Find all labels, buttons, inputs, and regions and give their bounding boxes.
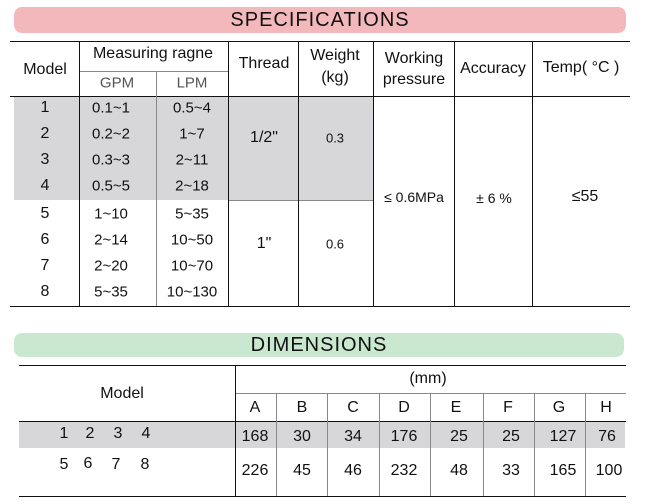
spec-header-model: Model <box>23 60 67 78</box>
spec-lpm-8: 10~130 <box>166 283 218 301</box>
spec-lpm-3: 2~11 <box>175 151 209 169</box>
spec-thread-group1: 1/2" <box>250 128 278 146</box>
dim-row2-h: 100 <box>595 461 623 479</box>
dim-row1-model-3: 3 <box>113 424 123 442</box>
dim-col-line-h <box>585 393 586 496</box>
spec-col-line-3 <box>228 41 229 306</box>
specifications-title: SPECIFICATIONS <box>230 8 410 31</box>
dim-row1-g: 127 <box>549 427 577 445</box>
spec-gpm-2: 0.2~2 <box>92 125 130 143</box>
spec-model-3: 3 <box>40 150 50 168</box>
dim-row1-h: 76 <box>598 427 616 445</box>
spec-header-lpm: LPM <box>176 74 208 92</box>
dim-row1-c: 34 <box>344 427 362 445</box>
dim-col-line-b <box>276 393 277 496</box>
spec-lpm-2: 1~7 <box>179 125 205 143</box>
spec-col-line-6 <box>454 41 455 306</box>
spec-header-gpm: GPM <box>99 74 135 92</box>
spec-col-line-2 <box>156 71 157 306</box>
dim-row1-f: 25 <box>502 427 520 445</box>
dim-row2-f: 33 <box>502 461 520 479</box>
spec-header-thread: Thread <box>238 54 290 72</box>
dimensions-banner <box>14 333 624 357</box>
spec-header-weight: Weight <box>310 46 360 64</box>
dim-col-line-c <box>327 393 328 496</box>
dim-col-e: E <box>450 398 462 416</box>
spec-model-4: 4 <box>40 176 50 194</box>
dim-row1-model-4: 4 <box>141 424 151 442</box>
spec-model-7: 7 <box>40 256 50 274</box>
dim-col-g: G <box>552 398 566 416</box>
spec-model-5: 5 <box>40 204 50 222</box>
dimensions-title: DIMENSIONS <box>250 333 388 356</box>
spec-lpm-1: 0.5~4 <box>173 99 211 117</box>
spec-pressure-value: ≤ 0.6MPa <box>384 188 444 205</box>
spec-col-line-4 <box>298 41 299 306</box>
dim-row1-model-1: 1 <box>59 424 69 442</box>
dim-header-unit: (mm) <box>409 369 447 387</box>
dim-row1-d: 176 <box>390 427 418 445</box>
spec-lpm-6: 10~50 <box>170 231 214 249</box>
dim-col-b: B <box>296 398 308 416</box>
dim-row2-b: 45 <box>293 461 311 479</box>
dim-row2-d: 232 <box>390 461 418 479</box>
spec-gpm-6: 2~14 <box>94 231 128 249</box>
dim-row2-model-8: 8 <box>140 455 150 473</box>
spec-gpm-1: 0.1~1 <box>92 99 130 117</box>
spec-model-8: 8 <box>40 282 50 300</box>
dim-col-a: A <box>249 398 261 416</box>
dim-bottom-border <box>19 496 626 497</box>
dim-row1-model-2: 2 <box>85 424 95 442</box>
spec-model-1: 1 <box>40 98 50 116</box>
spec-shade-thread-group1 <box>228 97 374 200</box>
dim-col-line-d <box>379 393 380 496</box>
spec-gpm-7: 2~20 <box>94 257 128 275</box>
spec-lpm-5: 5~35 <box>175 205 209 223</box>
spec-gpm-4: 0.5~5 <box>92 177 130 195</box>
spec-header-accuracy: Accuracy <box>460 59 526 77</box>
spec-header-weight-unit: (kg) <box>321 68 349 86</box>
spec-top-border <box>10 41 630 42</box>
spec-lpm-4: 2~18 <box>175 177 209 195</box>
dim-row2-g: 165 <box>549 461 577 479</box>
spec-col-line-7 <box>532 41 533 306</box>
specifications-banner <box>14 7 626 33</box>
dim-col-f: F <box>503 398 513 416</box>
spec-gpm-3: 0.3~3 <box>92 151 130 169</box>
spec-header-bottom-line <box>10 96 630 97</box>
spec-temp-value: ≤55 <box>571 187 599 205</box>
dim-row2-model-7: 7 <box>111 455 121 473</box>
dim-row1-a: 168 <box>241 427 269 445</box>
dim-col-h: H <box>600 398 612 416</box>
dim-row2-c: 46 <box>344 461 362 479</box>
dim-row2-model-6: 6 <box>83 454 93 472</box>
dim-col-c: C <box>347 398 359 416</box>
spec-weight-group2: 0.6 <box>325 236 345 252</box>
dim-col-line-e <box>430 393 431 496</box>
spec-group-divider <box>228 200 374 201</box>
dim-col-line-g <box>534 393 535 496</box>
spec-accuracy-value: ± 6 % <box>476 189 512 206</box>
dim-row2-a: 226 <box>241 461 269 479</box>
spec-header-pressure: pressure <box>382 70 446 88</box>
spec-gpm-8: 5~35 <box>94 283 128 301</box>
dim-row2-model-5: 5 <box>59 455 69 473</box>
spec-model-2: 2 <box>40 124 50 142</box>
dim-col-line-f <box>483 393 484 496</box>
spec-lpm-7: 10~70 <box>170 257 214 275</box>
dim-row1-b: 30 <box>293 427 311 445</box>
dim-model-col-line <box>235 365 236 496</box>
dim-top-border <box>19 365 626 366</box>
spec-header-measuring-range: Measuring ragne <box>92 44 214 62</box>
spec-thread-group2: 1" <box>256 234 272 252</box>
spec-col-line-1 <box>79 41 80 306</box>
spec-gpm-5: 1~10 <box>94 205 128 223</box>
spec-header-working: Working <box>384 49 444 67</box>
spec-bottom-border <box>10 306 630 307</box>
spec-model-6: 6 <box>40 230 50 248</box>
dim-row1-e: 25 <box>450 427 468 445</box>
spec-subheader-line <box>80 71 229 72</box>
spec-weight-group1: 0.3 <box>325 130 345 146</box>
dim-row2-e: 48 <box>450 461 468 479</box>
dim-col-d: D <box>398 398 410 416</box>
spec-col-line-5 <box>373 41 374 306</box>
dim-header-model: Model <box>100 384 144 402</box>
spec-header-temp: Temp( °C ) <box>542 58 620 76</box>
